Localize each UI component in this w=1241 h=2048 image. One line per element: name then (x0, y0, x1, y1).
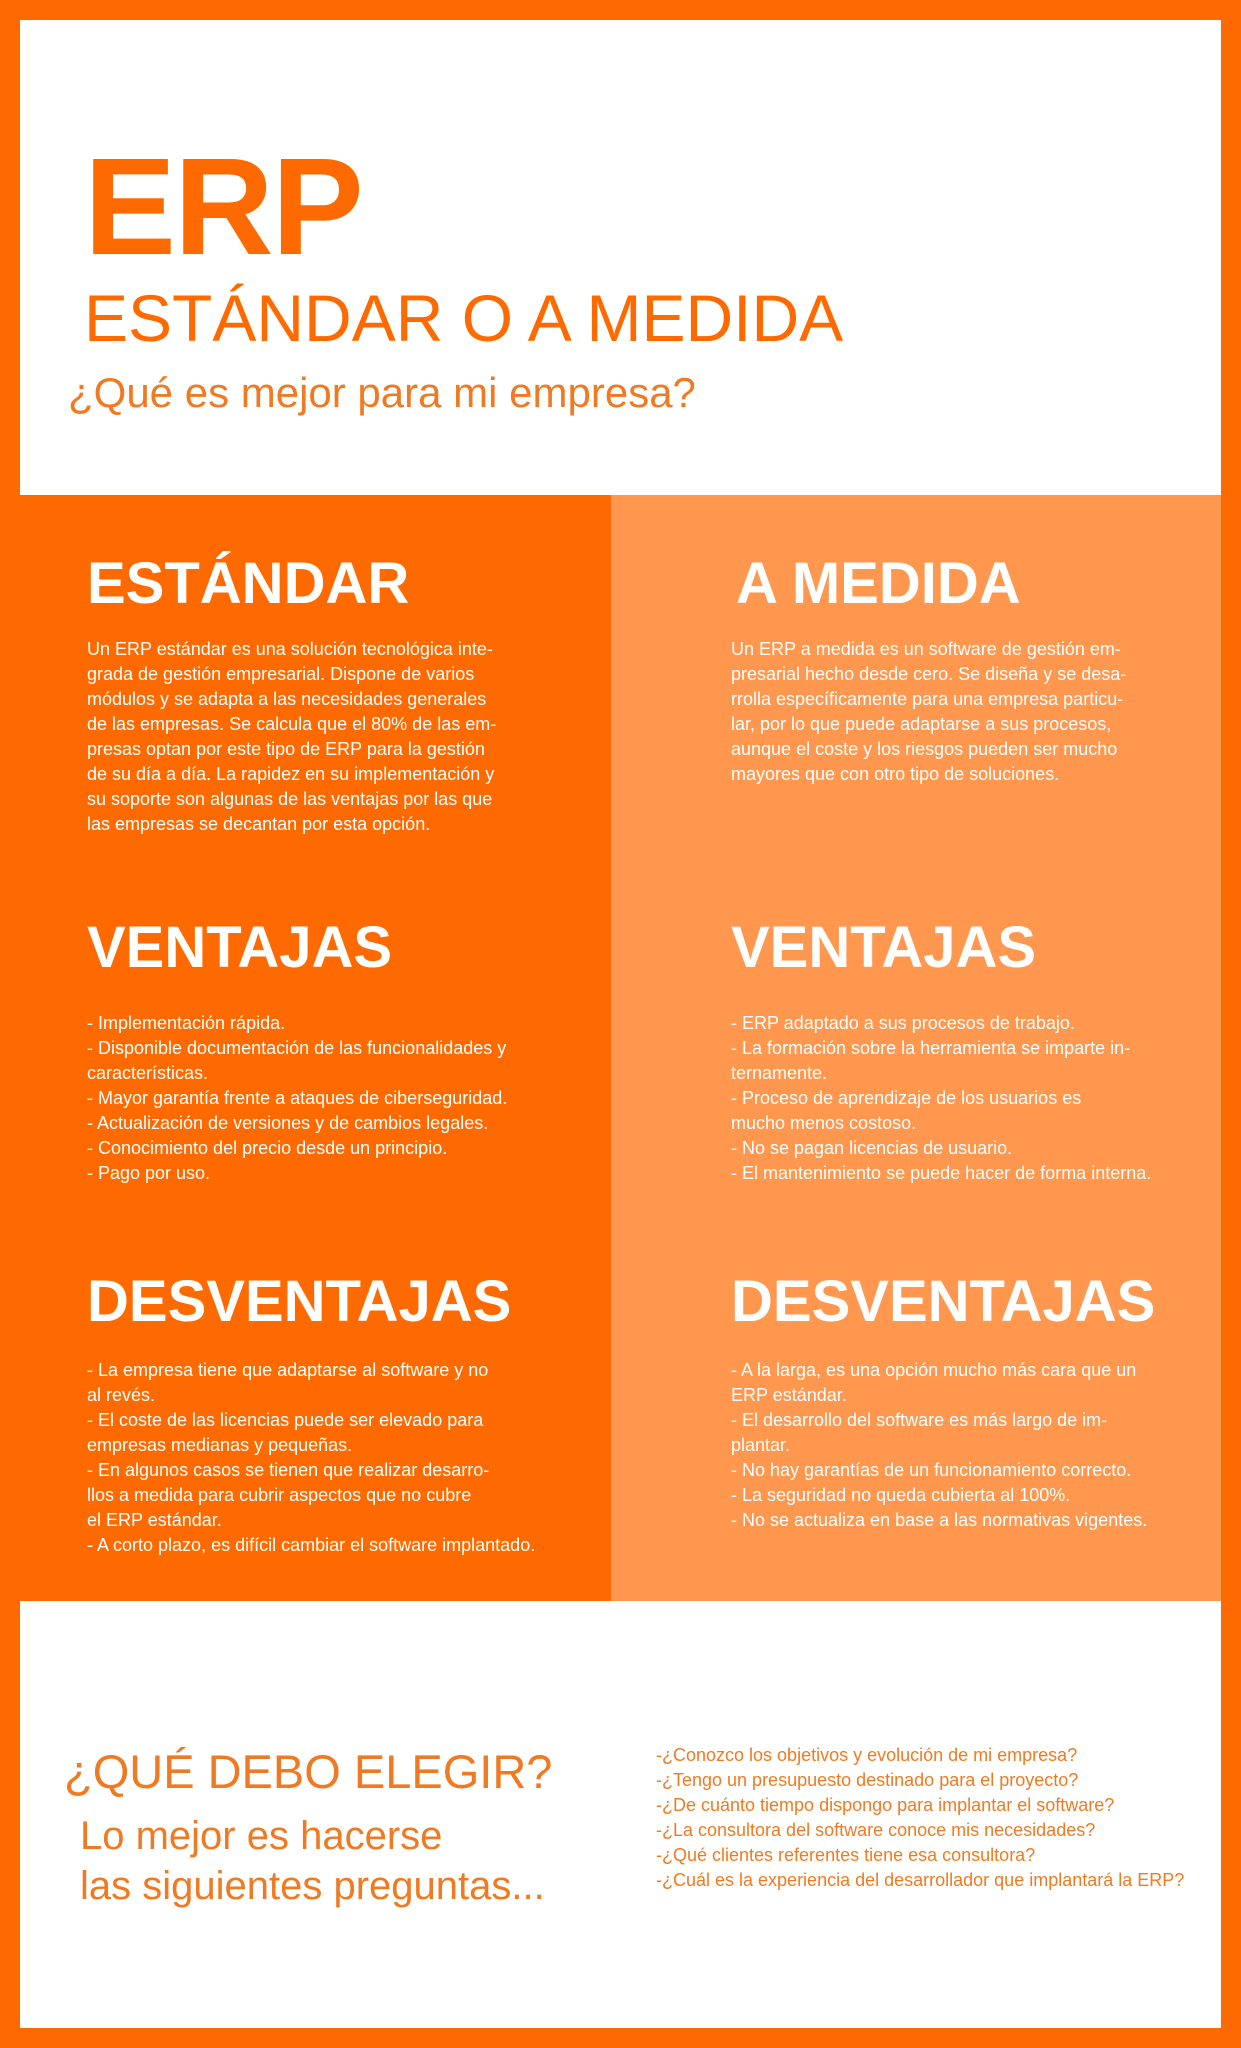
standard-erp-panel (20, 495, 611, 1601)
list-item: -¿Qué clientes referentes tiene esa consultora? (656, 1845, 1036, 1865)
standard-disadvantages-title: DESVENTAJAS (87, 1269, 512, 1334)
standard-advantages-list: - Implementación rápida. - Disponible documentación de las funcionalidades y características. - Mayor garantía frente a ataques de ciberseguridad. - Actualización de versiones y de cambios legales. - Conocimiento del precio desde un principio. - Pago por uso. (87, 1013, 508, 1183)
list-item: -¿Conozco los objetivos y evolución de mi empresa? (656, 1745, 1078, 1765)
list-item: -¿De cuánto tiempo dispongo para implantar el software? (656, 1795, 1115, 1815)
standard-title: ESTÁNDAR (87, 551, 410, 616)
questions-section (20, 1601, 1221, 2028)
custom-disadvantages-list: - A la larga, es una opción mucho más cara que un ERP estándar. - El desarrollo del software es más largo de im- plantar. - No hay garantías de un funcionamiento correcto. - La seguridad no queda cubierta al 100%. - No se actualiza en base a las normativas vigentes. (731, 1360, 1148, 1530)
list-item: -¿La consultora del software conoce mis necesidades? (656, 1820, 1096, 1840)
list-item: -¿Tengo un presupuesto destinado para el proyecto? (656, 1770, 1079, 1790)
questions-subtitle: Lo mejor es hacerse las siguientes preguntas... (80, 1814, 545, 1908)
custom-advantages-title: VENTAJAS (731, 915, 1037, 980)
page-tagline: ¿Qué es mejor para mi empresa? (68, 369, 696, 416)
infographic-canvas (20, 20, 1221, 2028)
questions-list (656, 1743, 1184, 1893)
custom-description: Un ERP a medida es un software de gestión em- presarial hecho desde cero. Se diseña y se desa- rrolla específicamente para una empresa particu- lar, por lo que puede adaptarse a sus procesos, aunque el coste y los riesgos pueden ser mucho mayores que con otro tipo de soluciones. (731, 639, 1127, 784)
standard-advantages-title: VENTAJAS (87, 915, 393, 980)
page-subtitle: ESTÁNDAR O A MEDIDA (84, 281, 844, 355)
questions-title: ¿QUÉ DEBO ELEGIR? (64, 1745, 553, 1798)
custom-erp-panel (611, 495, 1221, 1601)
standard-disadvantages-list: - La empresa tiene que adaptarse al software y no al revés. - El coste de las licencias puede ser elevado para empresas medianas y pequeñas. - En algunos casos se tienen que realizar desarro- llos a medida para cubrir aspectos que no cubre el ERP estándar. - A corto plazo, es difícil cambiar el software implantado. (87, 1360, 536, 1555)
page-title: ERP (84, 130, 362, 284)
header (20, 20, 1221, 495)
list-item: -¿Cuál es la experiencia del desarrollador que implantará la ERP? (656, 1870, 1185, 1890)
custom-advantages-list: - ERP adaptado a sus procesos de trabajo. - La formación sobre la herramienta se imparte in- ternamente. - Proceso de aprendizaje de los usuarios es mucho menos costoso. - No se pagan licencias de usuario. - El mantenimiento se puede hacer de forma interna. (731, 1013, 1152, 1183)
standard-description: Un ERP estándar es una solución tecnológica inte- grada de gestión empresarial. Dispone de varios módulos y se adapta a las necesidades generales de las empresas. Se calcula que el 80% de las em- presas optan por este tipo de ERP para la gestión de su día a día. La rapidez en su implementación y su soporte son algunas de las ventajas por las que las empresas se decantan por esta opción. (87, 639, 497, 834)
custom-title: A MEDIDA (736, 551, 1021, 616)
custom-disadvantages-title: DESVENTAJAS (731, 1269, 1156, 1334)
